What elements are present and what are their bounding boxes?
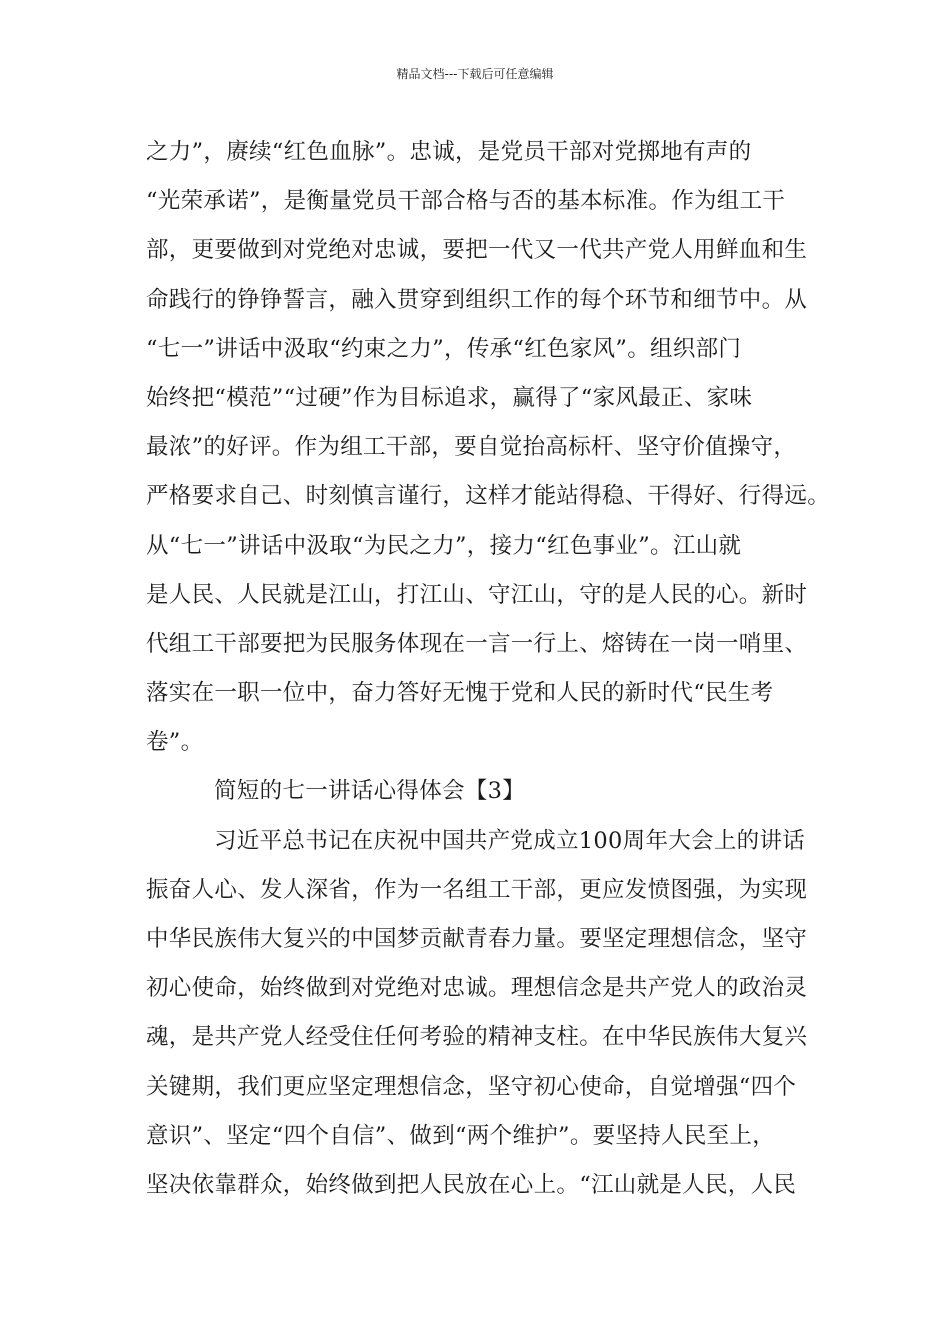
text-line: 始终把“模范”“过硬”作为目标追求，赢得了“家风最正、家味 [146,384,753,411]
text-line: 命践行的铮铮誓言，融入贯穿到组织工作的每个环节和细节中。从 [146,286,808,313]
text-line: 严格要求自己、时刻慎言谨行，这样才能站得稳、干得好、行得远。 [146,483,831,510]
text-line: 最浓”的好评。作为组工干部，要自觉抬高标杆、坚守价值操守， [146,434,797,461]
text-line: 振奋人心、发人深省，作为一名组工干部，更应发愤图强，为实现 [146,876,808,903]
text-line: 魂，是共产党人经受住任何考验的精神支柱。在中华民族伟大复兴 [146,1024,808,1051]
paragraph-first-line: 习近平总书记在庆祝中国共产党成立100周年大会上的讲话 [214,827,806,854]
document-body [146,128,831,1210]
text-line: 代组工干部要把为民服务体现在一言一行上、熔铸在一岗一哨里、 [146,630,808,657]
text-line: 坚决依靠群众，始终做到把人民放在心上。“江山就是人民，人民 [146,1171,797,1198]
text-line: 中华民族伟大复兴的中国梦贡献青春力量。要坚定理想信念，坚守 [146,926,808,952]
page-header: 精品文档---下载后可任意编辑 [396,67,554,81]
text-line: 意识”、坚定“四个自信”、做到“两个维护”。要坚持人民至上， [146,1122,776,1149]
text-line: “七一”讲话中汲取“约束之力”，传承“红色家风”。组织部门 [146,335,742,362]
text-line: 是人民、人民就是江山，打江山、守江山，守的是人民的心。新时 [146,581,808,608]
text-line: 初心使命，始终做到对党绝对忠诚。理想信念是共产党人的政治灵 [146,975,808,1002]
text-line: 关键期，我们更应坚定理想信念，坚守初心使命，自觉增强“四个 [146,1073,797,1100]
text-line: 卷”。 [146,729,204,756]
text-line: “光荣承诺”，是衡量党员干部合格与否的基本标准。作为组工干 [146,188,786,215]
text-line: 部，更要做到对党绝对忠诚，要把一代又一代共产党人用鲜血和生 [146,237,808,264]
text-line: 落实在一职一位中，奋力答好无愧于党和人民的新时代“民生考 [146,680,774,707]
text-line: 从“七一”讲话中汲取“为民之力”，接力“红色事业”。江山就 [146,532,742,559]
section-heading: 简短的七一讲话心得体会【3】 [214,778,526,805]
text-line: 之力”，赓续“红色血脉”。忠诚，是党员干部对党掷地有声的 [146,139,752,165]
